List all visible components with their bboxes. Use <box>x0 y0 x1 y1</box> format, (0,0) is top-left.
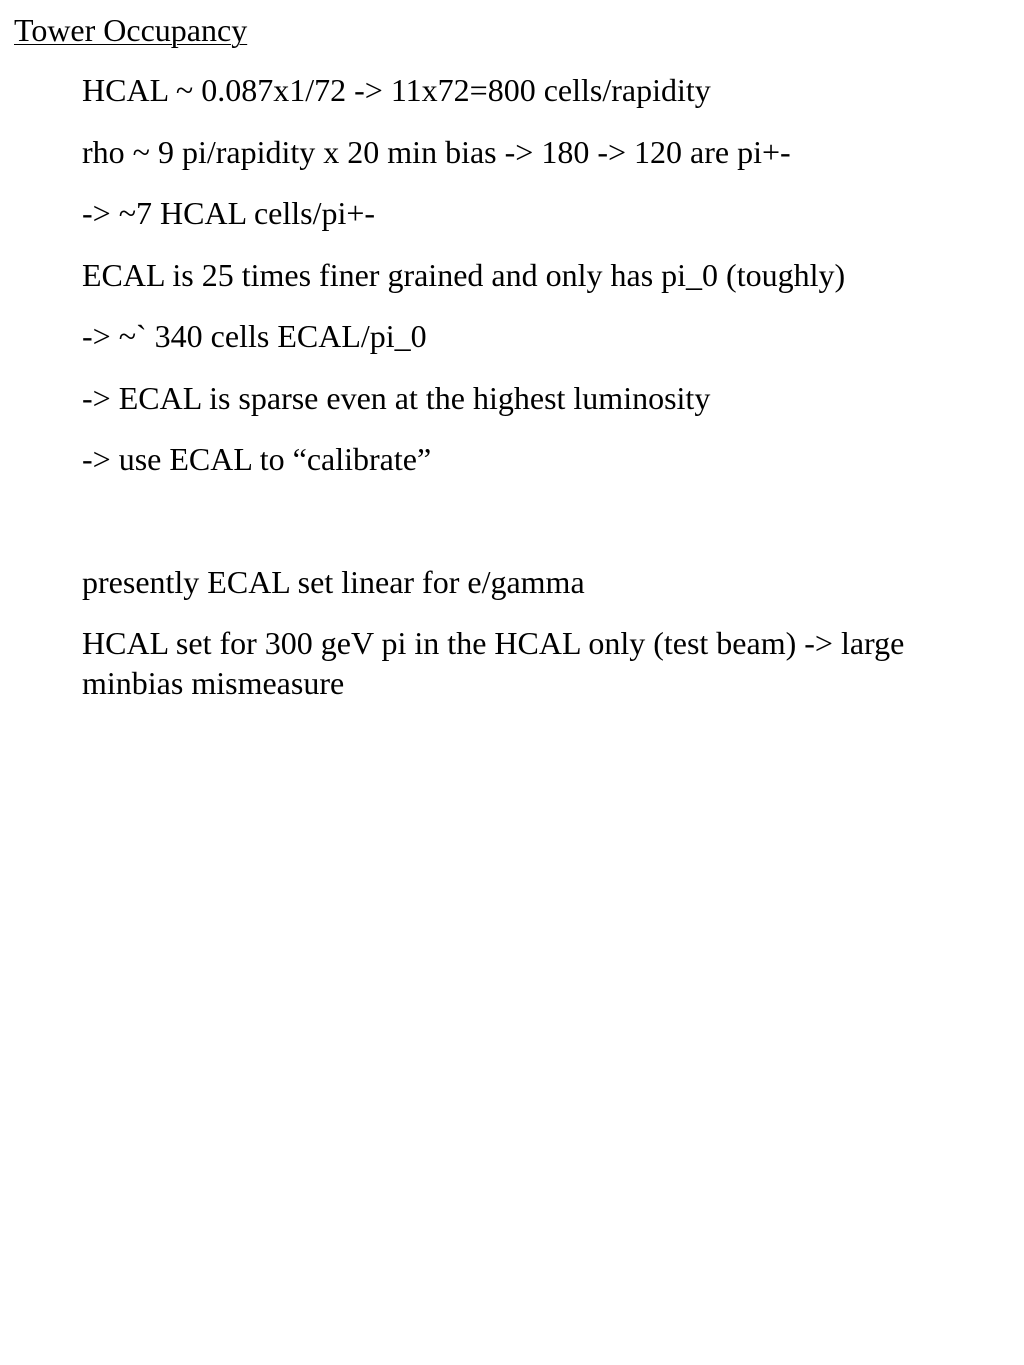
text-line-ecal-linear: presently ECAL set linear for e/gamma <box>82 564 585 600</box>
text-line-hcal-per-pion: -> ~7 HCAL cells/pi+- <box>82 195 376 231</box>
text-line-hcal-test-beam: HCAL set for 300 geV pi in the HCAL only (test beam) -> large minbias mismeasure <box>82 625 905 701</box>
text-line-hcal-cells: HCAL ~ 0.087x1/72 -> 11x72=800 cells/rapidity <box>82 72 711 108</box>
page-title: Tower Occupancy <box>14 12 248 48</box>
text-line-ecal-sparse: -> ECAL is sparse even at the highest luminosity <box>82 380 711 416</box>
text-line-use-ecal: -> use ECAL to “calibrate” <box>82 441 432 477</box>
text-line-ecal-per-pi0: -> ~` 340 cells ECAL/pi_0 <box>82 318 427 354</box>
text-line-ecal-finer: ECAL is 25 times finer grained and only has pi_0 (toughly) <box>82 257 846 293</box>
text-line-rho: rho ~ 9 pi/rapidity x 20 min bias -> 180 -> 120 are pi+- <box>82 134 791 170</box>
